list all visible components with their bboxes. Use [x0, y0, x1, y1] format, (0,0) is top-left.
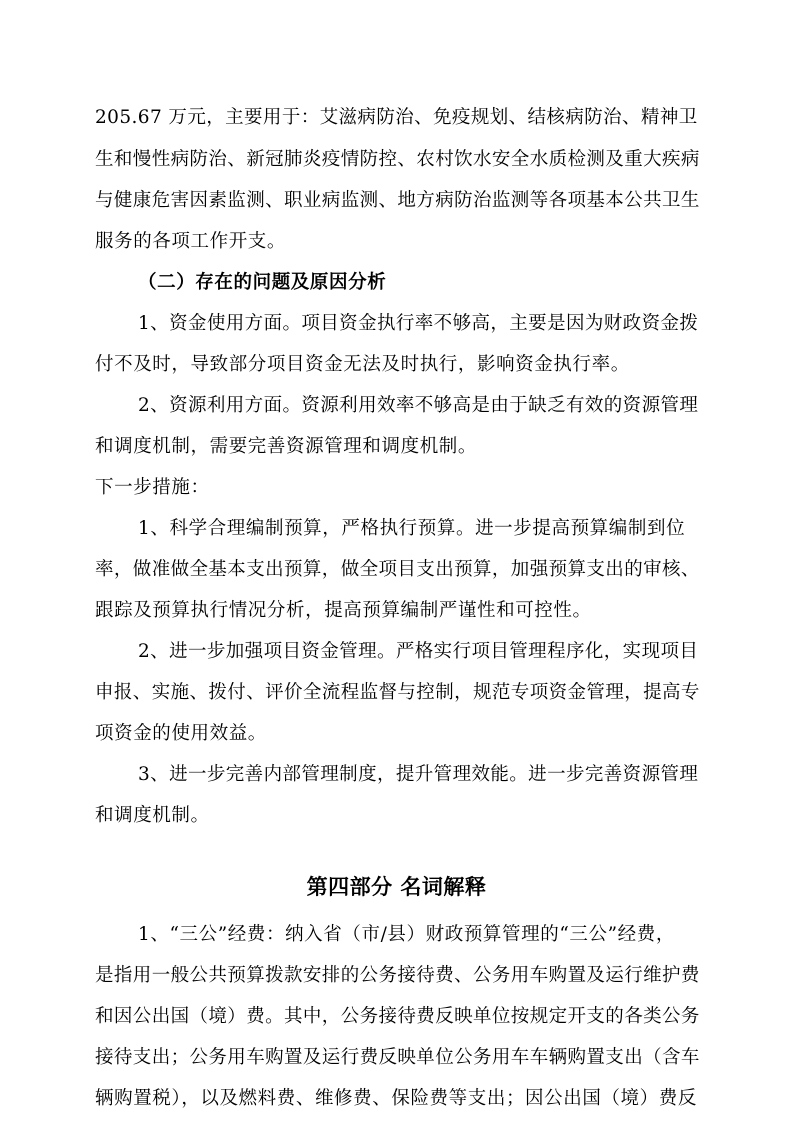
next-steps-label: 下一步措施： [95, 477, 210, 498]
intro-line-2: 生和慢性病防治、新冠肺炎疫情防控、农村饮水安全水质检测及重大疾病 [95, 149, 700, 170]
glossary-1-line-1: 1、“三公”经费：纳入省（市/县）财政预算管理的“三公”经费， [138, 924, 675, 945]
step-1-line-1: 1、科学合理编制预算，严格执行预算。进一步提高预算编制到位 [138, 518, 686, 539]
step-3-line-1: 3、进一步完善内部管理制度，提升管理效能。进一步完善资源管理 [138, 764, 699, 785]
step-1-line-3: 跟踪及预算执行情况分析，提高预算编制严谨性和可控性。 [95, 600, 592, 621]
intro-line-1: 205.67 万元，主要用于：艾滋病防治、免疫规划、结核病防治、精神卫 [95, 107, 698, 128]
step-3-line-2: 和调度机制。 [95, 805, 210, 826]
step-2-line-3: 项资金的使用效益。 [95, 723, 267, 744]
step-2-line-2: 申报、实施、拨付、评价全流程监督与控制，规范专项资金管理，提高专 [95, 682, 700, 703]
glossary-1-line-5: 辆购置税），以及燃料费、维修费、保险费等支出；因公出国（境）费反 [95, 1088, 697, 1109]
problem-2-line-1: 2、资源利用方面。资源利用效率不够高是由于缺乏有效的资源管理 [138, 395, 699, 416]
problem-2-line-2: 和调度机制，需要完善资源管理和调度机制。 [95, 436, 478, 457]
step-2-line-1: 2、进一步加强项目资金管理。严格实行项目管理程序化，实现项目 [138, 641, 699, 662]
problem-1-line-2: 付不及时，导致部分项目资金无法及时执行，影响资金执行率。 [95, 354, 630, 375]
intro-line-3: 与健康危害因素监测、职业病监测、地方病防治监测等各项基本公共卫生 [95, 190, 700, 211]
section-title: 第四部分 名词解释 [306, 875, 487, 899]
problem-1-line-1: 1、资金使用方面。项目资金执行率不够高，主要是因为财政资金拨 [138, 313, 699, 334]
glossary-1-line-4: 接待支出；公务用车购置及运行费反映单位公务用车车辆购置支出（含车 [95, 1047, 700, 1068]
step-1-line-2: 率，做准做全基本支出预算，做全项目支出预算，加强预算支出的审核、 [95, 559, 700, 580]
intro-line-4: 服务的各项工作开支。 [95, 231, 287, 252]
glossary-1-line-2: 是指用一般公共预算拨款安排的公务接待费、公务用车购置及运行维护费 [95, 965, 700, 986]
glossary-1-line-3: 和因公出国（境）费。其中，公务接待费反映单位按规定开支的各类公务 [95, 1006, 700, 1027]
problems-heading: （二）存在的问题及原因分析 [138, 272, 387, 293]
